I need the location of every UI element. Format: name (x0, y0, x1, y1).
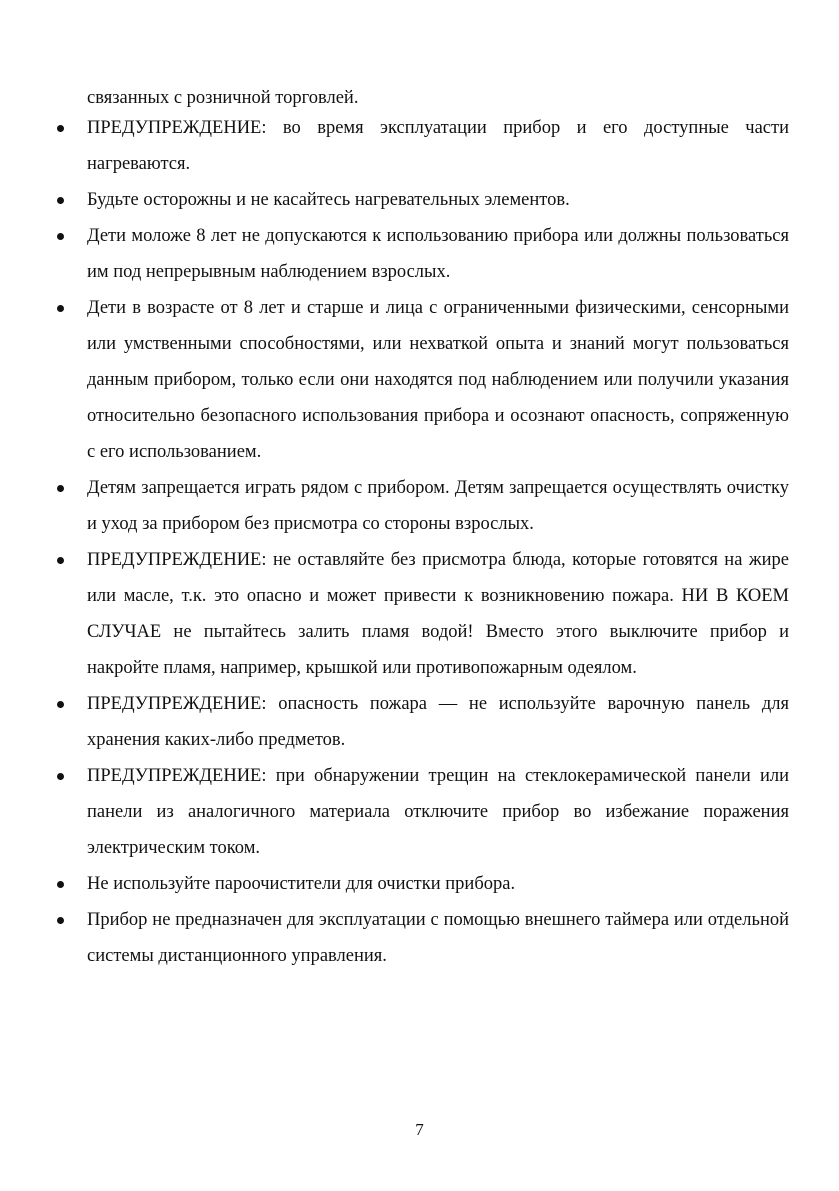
list-item-text: Детям запрещается играть рядом с прибором. Детям запрещается осуществлять очистку и уход за прибором без присмотра со стороны взрослых. (87, 478, 789, 534)
list-item-text: ПРЕДУПРЕЖДЕНИЕ: во время эксплуатации прибор и его доступные части нагреваются. (87, 118, 789, 174)
bullet-icon (57, 485, 64, 492)
list-item (0, 542, 789, 686)
intro-text: связанных с розничной торговлей. (87, 88, 359, 108)
list-item (0, 182, 789, 218)
list-item-text: ПРЕДУПРЕЖДЕНИЕ: не оставляйте без присмотра блюда, которые готовятся на жире или масле, т.к. это опасно и может привести к возникновению пожара. НИ В КОЕМ СЛУЧАЕ не пытайтесь залить пламя водой! Вместо этого выключите прибор и накройте пламя, например, крышкой или противопожарным одеялом. (87, 550, 789, 678)
list-item (0, 290, 789, 470)
list-item-text: Прибор не предназначен для эксплуатации с помощью внешнего таймера или отдельной системы дистанционного управления. (87, 910, 789, 966)
list-item (0, 110, 789, 182)
bullet-icon (57, 305, 64, 312)
safety-list (0, 110, 839, 974)
list-item (0, 902, 789, 974)
bullet-icon (57, 917, 64, 924)
bullet-icon (57, 701, 64, 708)
list-item (0, 758, 789, 866)
bullet-icon (57, 773, 64, 780)
bullet-icon (57, 197, 64, 204)
list-item (0, 686, 789, 758)
list-item-text: Будьте осторожны и не касайтесь нагревательных элементов. (87, 190, 570, 210)
list-item-text: ПРЕДУПРЕЖДЕНИЕ: при обнаружении трещин на стеклокерамической панели или панели из аналогичного материала отключите прибор во избежание поражения электрическим током. (87, 766, 789, 858)
bullet-icon (57, 233, 64, 240)
bullet-icon (57, 125, 64, 132)
bullet-icon (57, 881, 64, 888)
list-item (0, 470, 789, 542)
list-item-text: Дети в возрасте от 8 лет и старше и лица с ограниченными физическими, сенсорными или умственными способностями, или нехваткой опыта и знаний могут пользоваться данным прибором, только если они находятся под наблюдением или получили указания относительно безопасного использования прибора и осознают опасность, сопряженную с его использованием. (87, 298, 789, 462)
page-number: 7 (415, 1120, 424, 1139)
list-item-text: Не используйте пароочистители для очистки прибора. (87, 874, 516, 894)
list-item (0, 218, 789, 290)
bullet-icon (57, 557, 64, 564)
list-item-text: ПРЕДУПРЕЖДЕНИЕ: опасность пожара — не используйте варочную панель для хранения каких-либо предметов. (87, 694, 789, 750)
list-item-text: Дети моложе 8 лет не допускаются к использованию прибора или должны пользоваться им под непрерывным наблюдением взрослых. (87, 226, 789, 282)
list-item (0, 866, 789, 902)
